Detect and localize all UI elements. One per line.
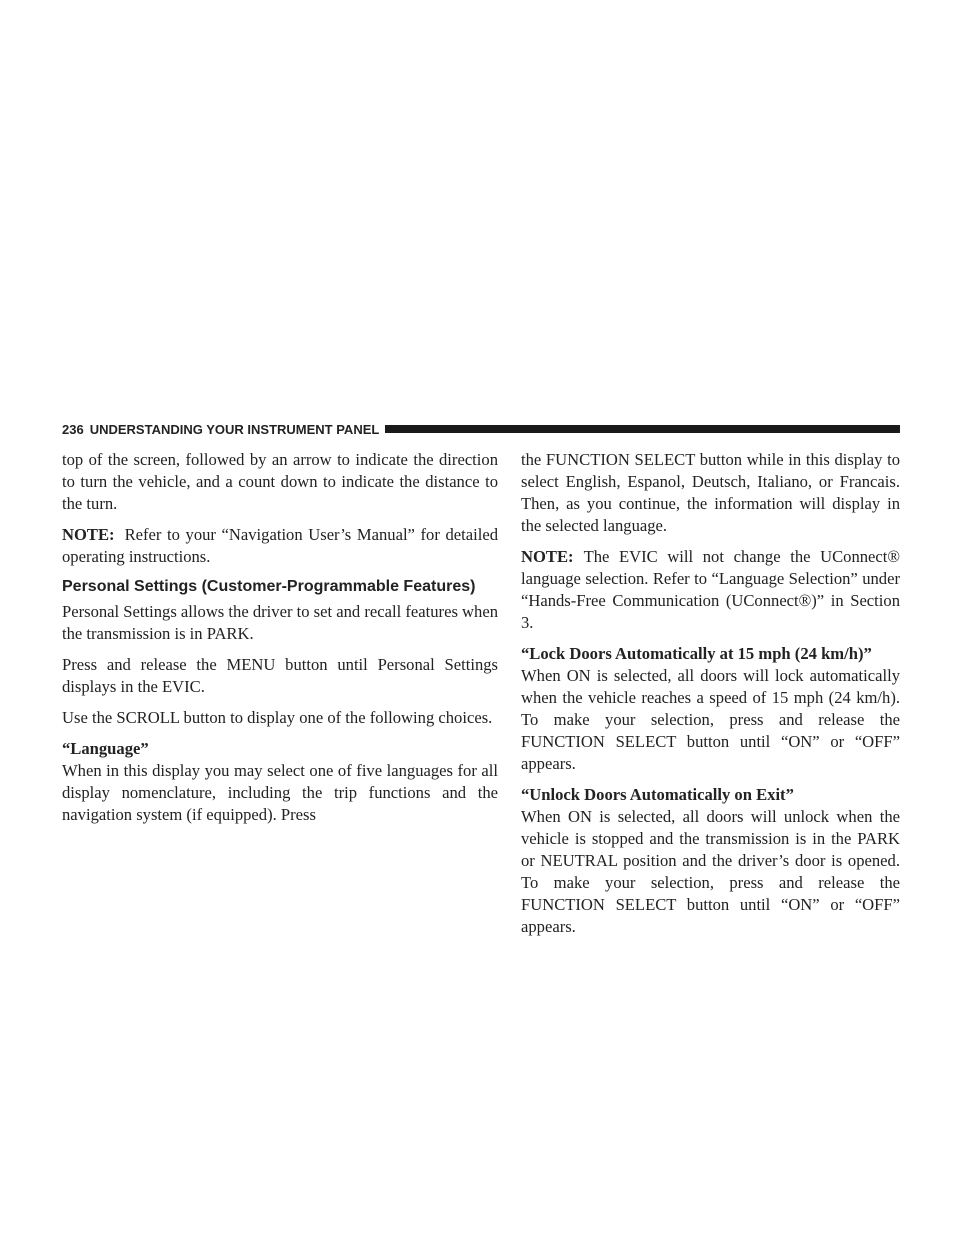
personal-settings-paragraph: Personal Settings allows the driver to set and recall features when the transmission is in PARK. (62, 602, 498, 643)
note-text: The EVIC will not change the UConnect® language selection. Refer to “Language Selection” under “Hands-Free Communication (UConnect®)” in Section 3. (521, 547, 900, 632)
right-column (521, 449, 900, 938)
note-uconnect (521, 546, 900, 634)
scroll-paragraph: Use the SCROLL button to display one of the following choices. (62, 708, 493, 727)
note-label: NOTE: (521, 547, 574, 566)
note-navigation (62, 524, 498, 568)
left-column (62, 449, 498, 826)
intro-paragraph: top of the screen, followed by an arrow to indicate the direction to turn the vehicle, and a count down to indicate the distance to the turn. (62, 450, 498, 513)
header-rule (385, 425, 900, 433)
note-text: Refer to your “Navigation User’s Manual” for detailed operating instructions. (62, 525, 498, 566)
language-paragraph: When in this display you may select one of five languages for all display nomenclature, including the trip functions and the navigation system (if equipped). Press (62, 761, 498, 824)
subhead-unlock-doors: “Unlock Doors Automatically on Exit” (521, 785, 794, 804)
unlock-doors-paragraph: When ON is selected, all doors will unlock when the vehicle is stopped and the transmission is in the PARK or NEUTRAL position and the driver’s door is opened. To make your selection, press and release the FUNCTION SELECT button until “ON” or “OFF” appears. (521, 807, 900, 936)
note-label: NOTE: (62, 525, 115, 544)
menu-paragraph: Press and release the MENU button until Personal Settings displays in the EVIC. (62, 655, 498, 696)
subhead-lock-doors: “Lock Doors Automatically at 15 mph (24 km/h)” (521, 644, 872, 663)
page-header (62, 421, 900, 437)
language-continued-paragraph: the FUNCTION SELECT button while in this display to select English, Espanol, Deutsch, Italiano, or Francais. Then, as you continue, the information will display in the selected language. (521, 450, 900, 535)
section-title: UNDERSTANDING YOUR INSTRUMENT PANEL (89, 421, 380, 437)
lock-doors-paragraph: When ON is selected, all doors will lock automatically when the vehicle reaches a speed of 15 mph (24 km/h). To make your selection, press and release the FUNCTION SELECT button until “ON” or “OFF” appears. (521, 666, 900, 773)
section-heading-personal-settings: Personal Settings (Customer-Programmable Features) (62, 578, 476, 595)
page-number: 236 (62, 421, 84, 437)
subhead-language: “Language” (62, 739, 149, 758)
